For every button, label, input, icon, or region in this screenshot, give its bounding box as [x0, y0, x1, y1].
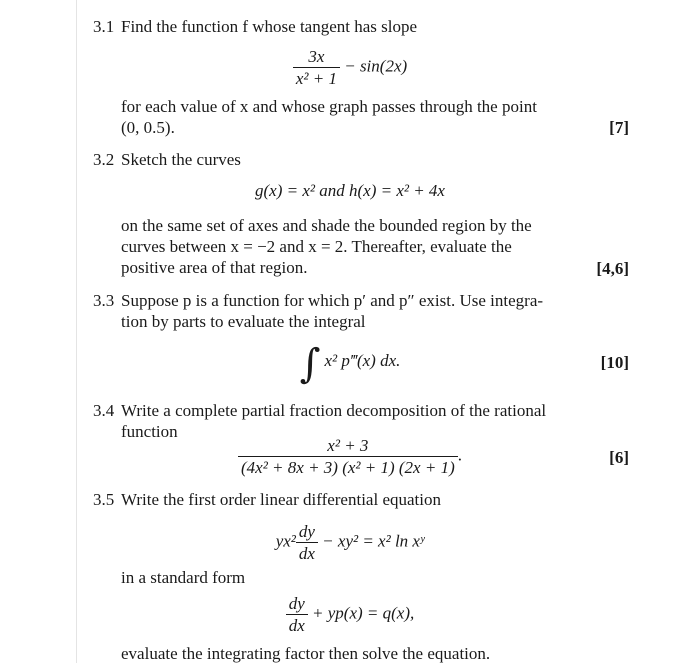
- expression-tail: − sin(2x): [344, 56, 408, 76]
- question-text-line: (0, 0.5).: [121, 118, 175, 137]
- derivative-fraction: [296, 521, 318, 564]
- integrand: x² p‴(x) dx.: [324, 351, 401, 370]
- slope-fraction: [293, 46, 340, 89]
- question-number: 3.1: [93, 17, 115, 36]
- marks-label: [6]: [609, 448, 629, 467]
- integral-expression: [0, 341, 700, 387]
- question-text-line: evaluate the integrating factor then solve the equation.: [121, 644, 491, 663]
- curves-expression: g(x) = x² and h(x) = x² + 4x: [255, 181, 445, 200]
- fraction-numerator: dy: [288, 594, 305, 613]
- fraction-denominator: dx: [296, 542, 318, 564]
- question-number: 3.4: [93, 401, 115, 420]
- equation-tail: + yp(x) = q(x),: [312, 603, 415, 623]
- fraction-denominator: x² + 1: [293, 67, 340, 89]
- question-text-line: tion by parts to evaluate the integral: [121, 312, 366, 331]
- fraction-numerator: 3x: [308, 47, 325, 66]
- fraction-numerator: x² + 3: [327, 436, 369, 455]
- question-text-line: function: [121, 422, 178, 441]
- fraction-denominator: dx: [286, 614, 308, 636]
- rational-fraction: [238, 435, 458, 478]
- question-stem: Find the function f whose tangent has slope: [121, 17, 418, 36]
- marks-label: [7]: [609, 118, 629, 137]
- standard-form-equation: [0, 593, 700, 636]
- question-stem: Write the first order linear differential equation: [121, 490, 441, 509]
- fraction-numerator: dy: [298, 522, 315, 541]
- differential-equation: [0, 521, 700, 564]
- slope-expression: [0, 46, 700, 89]
- expression-tail: .: [457, 445, 462, 465]
- marks-label: [4,6]: [596, 259, 629, 278]
- question-number: 3.3: [93, 291, 115, 310]
- equation-tail: − xy² = x² ln xʸ: [322, 531, 425, 551]
- question-text-line: Suppose p is a function for which p′ and p″ exist. Use integra-: [121, 291, 544, 310]
- question-number: 3.2: [93, 150, 115, 169]
- fraction-denominator: (4x² + 8x + 3) (x² + 1) (2x + 1): [238, 456, 458, 478]
- marks-label: [10]: [600, 353, 629, 372]
- derivative-fraction: [286, 593, 308, 636]
- question-text-line: Write a complete partial fraction decomposition of the rational: [121, 401, 547, 420]
- question-stem: Sketch the curves: [121, 150, 241, 169]
- question-text-line: in a standard form: [121, 568, 246, 587]
- integral-sign: ∫: [299, 341, 321, 387]
- equation-lead: yx²: [275, 531, 296, 551]
- question-text-line: on the same set of axes and shade the bounded region by the: [121, 216, 532, 235]
- rational-function: [0, 435, 700, 478]
- question-number: 3.5: [93, 490, 115, 509]
- question-text-line: curves between x = −2 and x = 2. Thereafter, evaluate the: [121, 237, 512, 256]
- question-text-line: for each value of x and whose graph passes through the point: [121, 97, 537, 116]
- question-text-line: positive area of that region.: [121, 258, 308, 277]
